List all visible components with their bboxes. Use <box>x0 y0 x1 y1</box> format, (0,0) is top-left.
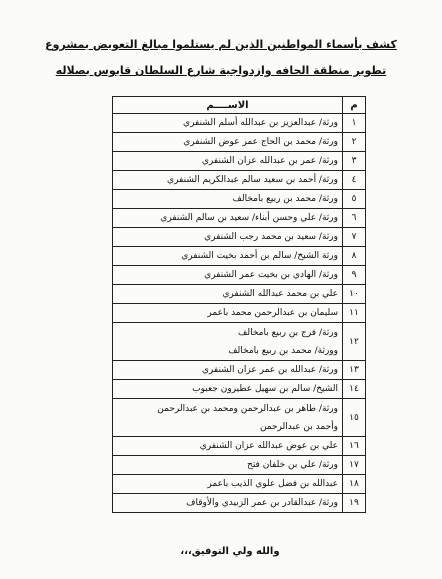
table-row <box>113 494 366 513</box>
row-number: ١١ <box>343 304 366 323</box>
name-line: ورثة/ علي وحسن أبناء/ سعيد بن سالم الشنفري <box>160 213 338 223</box>
name-line: علي بن محمد عبدالله الشنفري <box>222 289 338 299</box>
document-title-line1: كشف بأسماء المواطنين الذين لم يستلموا مبالغ التعويض بمشروع <box>45 38 397 51</box>
row-name <box>113 494 343 513</box>
row-number: ١٢ <box>343 323 366 361</box>
name-line: ورثة/ عمر بن عبدالله عزان الشنفري <box>201 156 338 166</box>
table-row <box>113 133 366 152</box>
table-row <box>113 171 366 190</box>
table-row <box>113 190 366 209</box>
name-line: ورثة/ عبدالقادر بن عمر الزبيدي والأوقاف <box>186 498 338 508</box>
row-name <box>113 209 343 228</box>
row-number: ١٣ <box>343 361 366 380</box>
header-name: الاســــم <box>113 97 343 114</box>
table-row <box>113 152 366 171</box>
table-row <box>113 437 366 456</box>
table-row <box>113 456 366 475</box>
row-name <box>113 399 343 437</box>
name-line: ورثة/ أحمد بن سعيد سالم عبدالكريم الشنفري <box>167 175 338 185</box>
row-name <box>113 171 343 190</box>
table-header-row <box>113 97 366 114</box>
name-line: سليمان بن عبدالرحمن محمد باعمر <box>207 308 338 318</box>
name-line: ورثة الشيخ/ سالم بن أحمد بخيت الشنفري <box>181 251 338 261</box>
row-name <box>113 152 343 171</box>
name-line: علي بن عوض عبدالله عزان الشنفري <box>199 441 338 451</box>
row-number: ٨ <box>343 247 366 266</box>
name-line: ورثة/ محمد بن الحاج عمر عوض الشنفري <box>183 137 338 147</box>
table-row <box>113 304 366 323</box>
row-number: ٧ <box>343 228 366 247</box>
name-line: ورثة/ محمد بن ربيع بامخالف <box>232 194 338 204</box>
table-row <box>113 475 366 494</box>
row-name <box>113 304 343 323</box>
name-line: ورثة/ عبدالعزيز بن عبدالله أسلم الشنفري <box>183 118 338 128</box>
name-line: وأحمد بن عبدالرحمن <box>259 421 338 432</box>
name-line: الشيخ/ سالم بن سهيل عطيرون جعبوب <box>192 384 338 394</box>
row-name <box>113 133 343 152</box>
name-line: ورثة/ سعيد بن محمد رجب الشنفري <box>204 232 338 242</box>
row-name <box>113 114 343 133</box>
name-line: ورثة/ طاهر بن عبدالرحمن ومحمد بن عبدالرحمن <box>157 403 338 414</box>
name-line: ورثة/ علي بن خلفان فتح <box>247 460 338 470</box>
document-title-line2: تطوير منطقة الحافه وازدواجية شارع السلطان قابوس بصلاله <box>55 64 387 77</box>
row-number: ٢ <box>343 133 366 152</box>
row-number: ١٦ <box>343 437 366 456</box>
row-number: ١٤ <box>343 380 366 399</box>
name-line: ورثة/ عبدالله بن عمر عزان الشنفري <box>201 365 338 375</box>
table-row <box>113 361 366 380</box>
row-name <box>113 361 343 380</box>
row-number: ٤ <box>343 171 366 190</box>
table-row <box>113 323 366 361</box>
row-number: ١٨ <box>343 475 366 494</box>
table-row <box>113 380 366 399</box>
row-name <box>113 266 343 285</box>
row-number: ١ <box>343 114 366 133</box>
row-name <box>113 380 343 399</box>
row-number: ٦ <box>343 209 366 228</box>
row-name <box>113 456 343 475</box>
table-body <box>113 114 366 513</box>
name-line: ورثة/ فرج بن ربيع بامخالف <box>238 327 338 338</box>
table-row <box>113 285 366 304</box>
name-line: عبدالله بن فضل علوي الذيب باعمر <box>207 479 338 489</box>
row-number: ٣ <box>343 152 366 171</box>
row-name <box>113 475 343 494</box>
name-line: ورثة/ الهادي بن بخيت عمر الشنفري <box>204 270 338 280</box>
row-number: ١٧ <box>343 456 366 475</box>
row-name <box>113 437 343 456</box>
row-name <box>113 323 343 361</box>
row-number: ١٥ <box>343 399 366 437</box>
row-name <box>113 247 343 266</box>
row-number: ٩ <box>343 266 366 285</box>
table-row <box>113 266 366 285</box>
table-row <box>113 114 366 133</box>
row-name <box>113 228 343 247</box>
names-table <box>112 96 366 513</box>
table-row <box>113 399 366 437</box>
name-line: وورثة/ محمد بن ربيع بامخالف <box>228 345 338 356</box>
table-row <box>113 209 366 228</box>
row-number: ١٠ <box>343 285 366 304</box>
table-row <box>113 247 366 266</box>
closing-phrase: والله ولي التوفيق،،، <box>180 546 280 557</box>
row-name <box>113 285 343 304</box>
row-number: ١٩ <box>343 494 366 513</box>
row-number: ٥ <box>343 190 366 209</box>
row-name <box>113 190 343 209</box>
header-number: م <box>343 97 366 114</box>
table-row <box>113 228 366 247</box>
